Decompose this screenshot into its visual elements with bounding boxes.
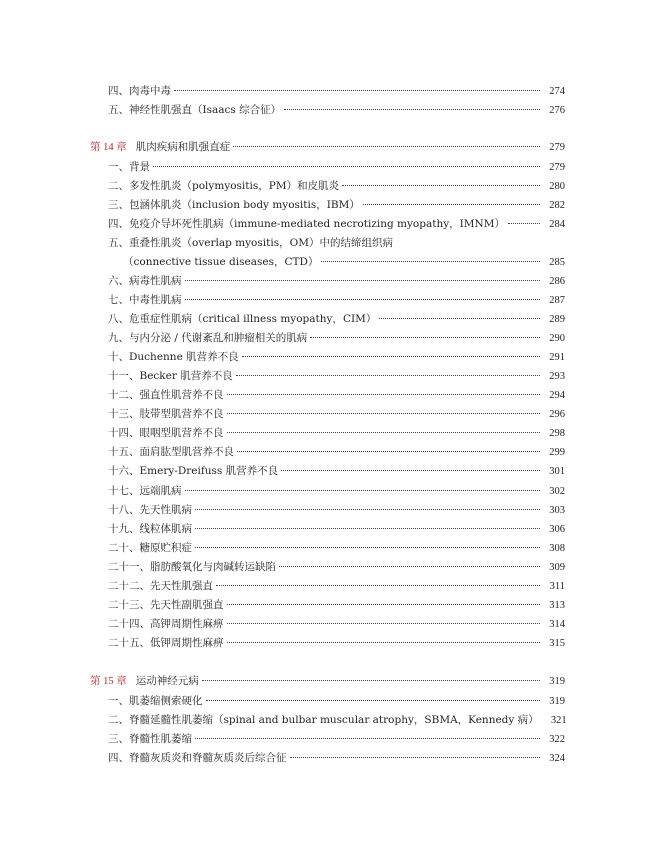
toc-entry-page: 284 [549, 219, 565, 230]
toc-entry-page: 294 [549, 390, 565, 401]
toc-entry[interactable] [108, 84, 565, 99]
dot-leader [227, 412, 541, 414]
toc-entry[interactable] [108, 694, 565, 709]
dot-leader [233, 145, 540, 147]
toc-entry-label: 十二、强直性肌营养不良 [108, 389, 224, 401]
toc-entry[interactable] [108, 274, 565, 289]
toc-entry-label: 十四、眼咽型肌营养不良 [108, 427, 224, 439]
dot-leader [284, 108, 540, 110]
toc-entry-page: 282 [549, 200, 565, 211]
dot-leader [185, 298, 541, 300]
toc-entry-label: 二、脊髓延髓性肌萎缩（spinal and bulbar muscular atrophy，SBMA，Kennedy 病） [108, 714, 539, 726]
toc-entry[interactable] [108, 236, 565, 250]
toc-entry-label: 三、脊髓性肌萎缩 [108, 733, 192, 745]
toc-entry-page: 302 [549, 486, 565, 497]
dot-leader [363, 203, 540, 205]
dot-leader [321, 260, 540, 262]
toc-entry-label: 十七、远端肌病 [108, 485, 182, 497]
toc-entry-page: 285 [549, 257, 565, 268]
toc-entry-label: 十六、Emery-Dreifuss 肌营养不良 [108, 465, 279, 477]
toc-entry-label: 四、免疫介导坏死性肌病（immune-mediated necrotizing myopathy，IMNM） [108, 218, 505, 230]
toc-entry-page: 291 [549, 352, 565, 363]
toc-entry-label: 十三、肢带型肌营养不良 [108, 408, 224, 420]
dot-leader [227, 641, 541, 643]
toc-entry-page: 279 [549, 162, 565, 173]
toc-entry-page: 274 [549, 86, 565, 97]
toc-entry-page: 296 [549, 409, 565, 420]
toc-entry-page: 303 [549, 505, 565, 516]
toc-entry-label: 八、危重症性肌病（critical illness myopathy，CIM） [108, 313, 377, 325]
chapter-number: 第 15 章 [90, 676, 127, 687]
toc-entry[interactable] [108, 732, 565, 747]
chapter-title: 肌肉疾病和肌强直症 [135, 142, 231, 153]
dot-leader [227, 603, 541, 605]
toc-entry[interactable] [108, 484, 565, 499]
toc-entry[interactable] [108, 503, 565, 518]
toc-entry-label: 十九、线粒体肌病 [108, 523, 192, 535]
toc-entry[interactable] [108, 369, 565, 384]
toc-entry[interactable] [108, 713, 565, 728]
toc-entry[interactable] [108, 350, 565, 365]
dot-leader [279, 565, 540, 567]
dot-leader [508, 222, 540, 224]
toc-entry-page: 311 [549, 581, 565, 592]
toc-entry[interactable] [108, 464, 565, 479]
toc-entry[interactable] [108, 445, 565, 460]
toc-entry-page: 314 [549, 619, 565, 630]
toc-entry[interactable] [108, 103, 565, 118]
dot-leader [342, 184, 540, 186]
toc-entry-label: 二十、糖原贮积症 [108, 542, 192, 554]
toc-entry-page: 324 [549, 753, 565, 764]
toc-entry[interactable] [108, 579, 565, 594]
toc-entry-label: 九、与内分泌 / 代谢紊乱和肿瘤相关的肌病 [108, 332, 308, 344]
toc-entry-label: 二十二、先天性肌强直 [108, 580, 213, 592]
toc-entry[interactable] [108, 331, 565, 346]
toc-entry-label: 二十一、脂肪酸氧化与肉碱转运缺陷 [108, 561, 276, 573]
toc-entry-page: 319 [549, 696, 565, 707]
toc-entry[interactable] [108, 426, 565, 441]
dot-leader [290, 756, 541, 758]
toc-entry[interactable] [108, 407, 565, 422]
toc-entry-label: 二十三、先天性副肌强直 [108, 599, 224, 611]
toc-entry[interactable] [108, 293, 565, 308]
chapter-title: 运动神经元病 [135, 676, 199, 687]
toc-entry-page: 280 [549, 181, 565, 192]
toc-entry[interactable] [108, 179, 565, 194]
dot-leader [195, 527, 540, 529]
toc-entry[interactable] [108, 751, 565, 766]
toc-entry-label: 十、Duchenne 肌营养不良 [108, 351, 239, 363]
toc-entry-page: 298 [549, 428, 565, 439]
toc-entry-label: 五、重叠性肌炎（overlap myositis，OM）中的结缔组织病 [108, 237, 393, 249]
toc-entry-page: 322 [549, 734, 565, 745]
dot-leader [281, 469, 540, 471]
toc-entry-page: 289 [549, 314, 565, 325]
toc-entry[interactable] [108, 522, 565, 537]
toc-entry-page: 308 [549, 543, 565, 554]
chapter-page: 279 [549, 142, 565, 153]
dot-leader [227, 431, 541, 433]
toc-entry-page: 287 [549, 295, 565, 306]
chapter-number: 第 14 章 [90, 142, 127, 153]
toc-entry-page: 313 [549, 600, 565, 611]
toc-entry-label: （connective tissue diseases，CTD） [123, 256, 319, 268]
toc-entry-label: 三、包涵体肌炎（inclusion body myositis，IBM） [108, 199, 360, 211]
toc-entry[interactable] [108, 198, 565, 213]
toc-entry[interactable] [108, 636, 565, 651]
dot-leader [153, 165, 540, 167]
toc-entry-continuation[interactable] [123, 255, 565, 270]
toc-entry-page: 299 [549, 447, 565, 458]
toc-entry-page: 309 [549, 562, 565, 573]
toc-entry-label: 十五、面肩肱型肌营养不良 [108, 446, 234, 458]
toc-entry-page: 301 [549, 466, 565, 477]
toc-entry[interactable] [108, 388, 565, 403]
toc-entry-page: 321 [550, 715, 567, 726]
toc-entry-page: 290 [549, 333, 565, 344]
dot-leader [237, 450, 540, 452]
toc-entry[interactable] [108, 312, 565, 327]
dot-leader [206, 699, 541, 701]
dot-leader [379, 317, 540, 319]
chapter-page: 319 [549, 676, 565, 687]
toc-entry[interactable] [108, 617, 565, 632]
dot-leader [174, 89, 540, 91]
toc-entry-page: 315 [549, 638, 565, 649]
toc-entry[interactable] [108, 598, 565, 613]
toc-entry-label: 二、多发性肌炎（polymyositis，PM）和皮肌炎 [108, 180, 340, 192]
toc-entry[interactable] [108, 541, 565, 556]
toc-entry-page: 293 [549, 371, 565, 382]
dot-leader [195, 737, 540, 739]
toc-entry-label: 十八、先天性肌病 [108, 504, 192, 516]
chapter-heading[interactable] [90, 141, 565, 155]
toc-entry-label: 二十五、低钾周期性麻痹 [108, 637, 224, 649]
dot-leader [310, 336, 540, 338]
dot-leader [227, 622, 541, 624]
dot-leader [195, 508, 540, 510]
dot-leader [242, 355, 540, 357]
toc-entry-label: 十一、Becker 肌营养不良 [108, 370, 233, 382]
toc-entry[interactable] [108, 160, 565, 175]
toc-entry-label: 二十四、高钾周期性麻痹 [108, 618, 224, 630]
toc-entry-label: 四、脊髓灰质炎和脊髓灰质炎后综合征 [108, 752, 287, 764]
toc-entry-label: 五、神经性肌强直（Isaacs 综合征） [108, 104, 282, 116]
toc-entry[interactable] [108, 560, 565, 575]
dot-leader [185, 279, 541, 281]
toc-entry-label: 四、肉毒中毒 [108, 85, 171, 97]
dot-leader [202, 679, 540, 681]
toc-entry-page: 286 [549, 276, 565, 287]
toc-entry-label: 七、中毒性肌病 [108, 294, 182, 306]
dot-leader [195, 546, 540, 548]
dot-leader [216, 584, 540, 586]
toc-entry-page: 306 [549, 524, 565, 535]
toc-entry-label: 一、背景 [108, 161, 150, 173]
toc-entry[interactable] [108, 217, 565, 232]
toc-entry-page: 276 [549, 105, 565, 116]
toc-entry-label: 六、病毒性肌病 [108, 275, 182, 287]
toc-entry-label: 一、肌萎缩侧索硬化 [108, 695, 203, 707]
dot-leader [185, 489, 541, 491]
dot-leader [236, 374, 540, 376]
chapter-heading[interactable] [90, 675, 565, 689]
dot-leader [227, 393, 541, 395]
